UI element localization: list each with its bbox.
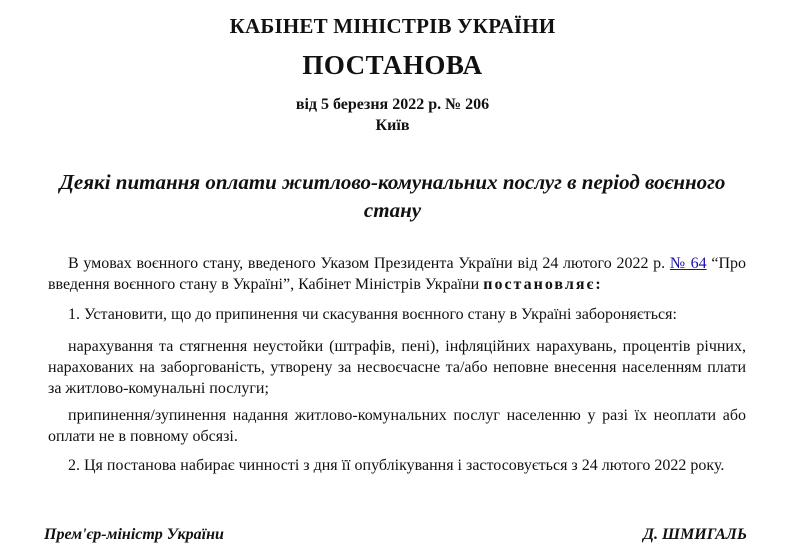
signatory-name: Д. ШМИГАЛЬ — [643, 526, 747, 543]
item-2-paragraph: 2. Ця постанова набирає чинності з дня її опублікування і застосовується з 24 лютого 2022 року. — [68, 457, 725, 474]
item-1a-paragraph: нарахування та стягнення неустойки (штрафів, пені), інфляційних нарахувань, процентів річних, нарахованих на заборгованість, утворену за несвоєчасне та/або неповне внесення населенням плати за житлово-комунальні послуги; — [48, 338, 746, 397]
preamble-text: В умовах воєнного стану, введеного Указом Президента України від 24 лютого 2022 р. — [68, 255, 666, 272]
organization-heading: КАБІНЕТ МІНІСТРІВ УКРАЇНИ — [229, 14, 556, 38]
decree-link[interactable]: № 64 — [669, 255, 707, 272]
item-1b-paragraph: припинення/зупинення надання житлово-комунальних послуг населенню у разі їх неоплати або оплати не в повному обсязі. — [48, 407, 746, 445]
preamble-rest: “Про введення воєнного стану в Україні”, Кабінет Міністрів України — [48, 255, 747, 293]
signatory-position: Прем'єр-міністр України — [44, 526, 224, 543]
document-city: Київ — [375, 117, 410, 134]
resolves-word: постановляє: — [483, 276, 603, 293]
document-date: від 5 березня 2022 р. № 206 — [295, 96, 490, 113]
preamble-paragraph — [48, 253, 746, 295]
item-1-paragraph: 1. Установити, що до припинення чи скасування воєнного стану в Україні забороняється: — [68, 306, 677, 323]
document-type-heading: ПОСТАНОВА — [302, 50, 483, 80]
document-title: Деякі питання оплати житлово-комунальних послуг в період воєнного стану — [59, 170, 726, 222]
